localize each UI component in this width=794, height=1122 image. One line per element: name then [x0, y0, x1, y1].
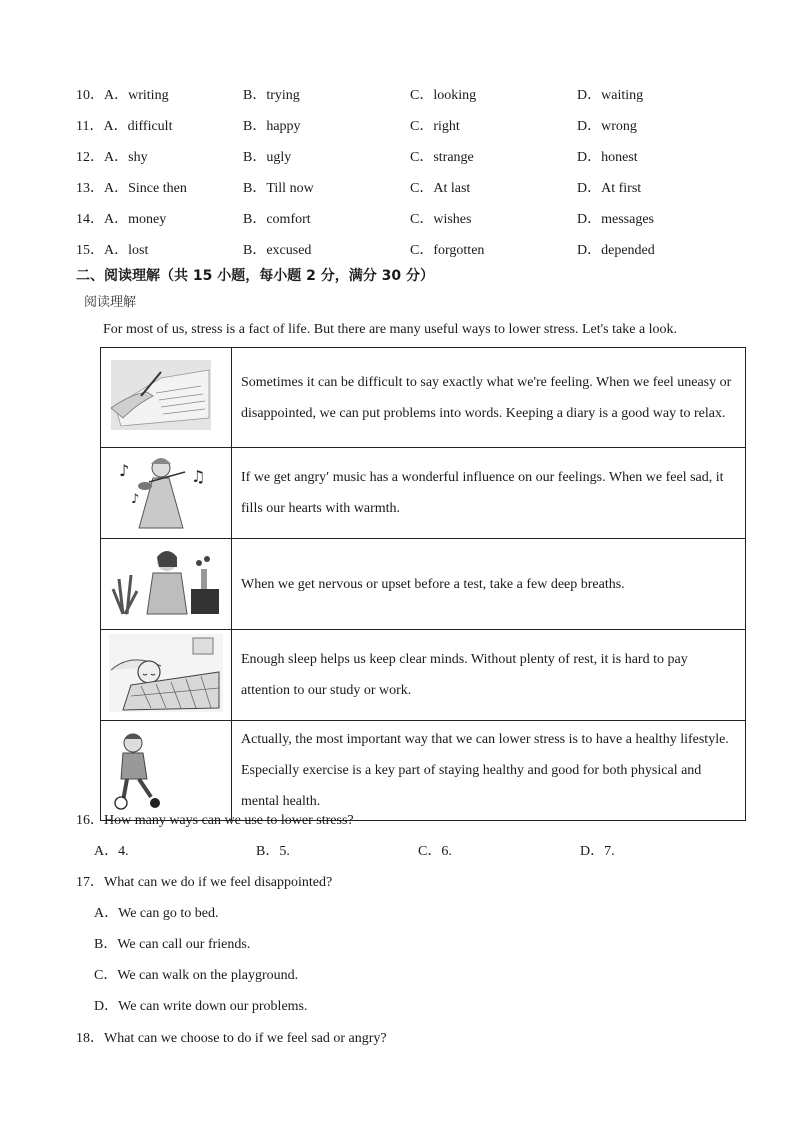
option-b[interactable]: B．ugly — [243, 150, 292, 165]
option-a[interactable]: 13．A．Since then — [76, 181, 187, 196]
table-row — [101, 539, 746, 630]
option-a[interactable]: 14．A．money — [76, 212, 167, 227]
q16-option-b[interactable]: B．5. — [256, 844, 290, 859]
option-b[interactable]: B．comfort — [243, 212, 311, 227]
question-row-10 — [76, 84, 756, 104]
table-image-cell — [101, 630, 232, 721]
svg-text:♪: ♪ — [131, 492, 140, 507]
svg-text:♪: ♪ — [119, 461, 130, 480]
table-text-cell: If we get angry′ music has a wonderful influence on our feelings. When we feel sad, it fills our hearts with warmth. — [232, 448, 746, 539]
option-c[interactable]: C．forgotten — [410, 243, 485, 258]
option-d[interactable]: D．At first — [577, 181, 642, 196]
option-c[interactable]: C．right — [410, 119, 460, 134]
table-image-cell — [101, 539, 232, 630]
q17-option-a[interactable]: A．We can go to bed. — [94, 906, 219, 921]
table-row — [101, 448, 746, 539]
option-c[interactable]: C．At last — [410, 181, 471, 196]
question-row-13 — [76, 177, 756, 197]
q16-option-d[interactable]: D．7. — [580, 844, 615, 859]
section-subheading: 阅读理解 — [84, 295, 137, 310]
q17-option-d[interactable]: D．We can write down our problems. — [94, 999, 308, 1014]
q17-option-b[interactable]: B．We can call our friends. — [94, 937, 251, 952]
svg-text:♫: ♫ — [191, 467, 206, 486]
table-text-cell: Actually, the most important way that we can lower stress is to have a healthy lifestyle. Especially exercise is a key part of staying healthy and good for both physical and mental health. — [232, 721, 746, 821]
question-row-12 — [76, 146, 756, 166]
option-b[interactable]: B．trying — [243, 88, 300, 103]
question-17: 17．What can we do if we feel disappointed? — [76, 875, 333, 890]
option-d[interactable]: D．depended — [577, 243, 655, 258]
table-row — [101, 721, 746, 821]
boy-playing-football-illustration — [101, 721, 231, 815]
option-c[interactable]: C．wishes — [410, 212, 472, 227]
option-b[interactable]: B．excused — [243, 243, 312, 258]
section-heading: 二、阅读理解（共 15 小题，每小题 2 分，满分 30 分） — [76, 268, 434, 284]
table-text-cell: When we get nervous or upset before a test, take a few deep breaths. — [232, 539, 746, 630]
question-18: 18．What can we choose to do if we feel sad or angry? — [76, 1031, 387, 1046]
option-c[interactable]: C．looking — [410, 88, 477, 103]
q17-option-c[interactable]: C．We can walk on the playground. — [94, 968, 299, 983]
table-image-cell — [101, 348, 232, 448]
table-text-cell: Sometimes it can be difficult to say exactly what we're feeling. When we feel uneasy or disappointed, we can put problems into words. Keeping a diary is a good way to relax. — [232, 348, 746, 448]
table-text-cell: Enough sleep helps us keep clear minds. Without plenty of rest, it is hard to pay attention to our study or work. — [232, 630, 746, 721]
question-16: 16．How many ways can we use to lower stress? — [76, 813, 354, 828]
table-row — [101, 348, 746, 448]
stress-ways-table — [100, 347, 746, 821]
option-b[interactable]: B．happy — [243, 119, 301, 134]
table-image-cell — [101, 721, 232, 821]
question-row-15 — [76, 239, 756, 259]
q16-option-c[interactable]: C．6. — [418, 844, 452, 859]
option-d[interactable]: D．waiting — [577, 88, 644, 103]
option-d[interactable]: D．messages — [577, 212, 655, 227]
option-a[interactable]: 11．A．difficult — [76, 119, 173, 134]
option-d[interactable]: D．honest — [577, 150, 638, 165]
option-b[interactable]: B．Till now — [243, 181, 314, 196]
boy-sleeping-illustration — [101, 630, 231, 715]
question-row-14 — [76, 208, 756, 228]
diary-writing-illustration — [101, 348, 231, 442]
q16-option-a[interactable]: A．4. — [94, 844, 129, 859]
table-row — [101, 630, 746, 721]
option-a[interactable]: 15．A．lost — [76, 243, 149, 258]
table-image-cell — [101, 448, 232, 539]
option-c[interactable]: C．strange — [410, 150, 474, 165]
question-row-11 — [76, 115, 756, 135]
option-a[interactable]: 12．A．shy — [76, 150, 148, 165]
girl-breathing-illustration — [101, 539, 231, 624]
option-a[interactable]: 10．A．writing — [76, 88, 169, 103]
option-d[interactable]: D．wrong — [577, 119, 637, 134]
passage-intro: For most of us, stress is a fact of life. But there are many useful ways to lower stress. Let's take a look. — [103, 322, 678, 337]
girl-playing-violin-illustration — [101, 448, 231, 533]
